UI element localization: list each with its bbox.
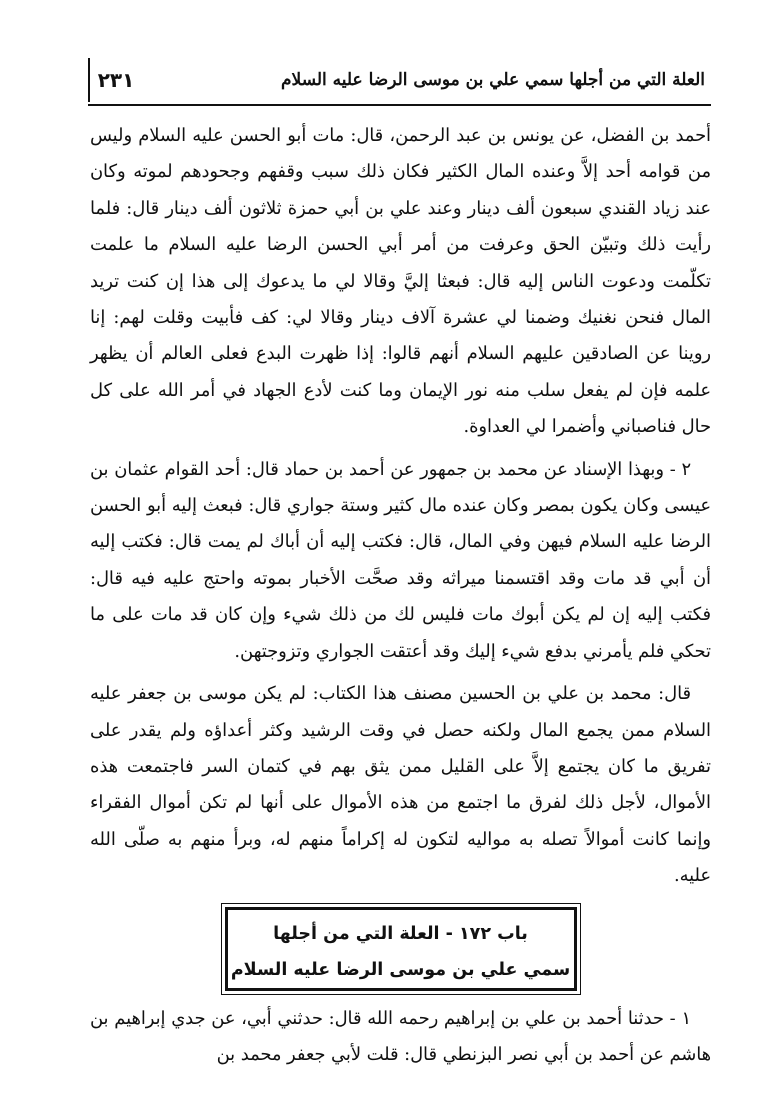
paragraph: ١ - حدثنا أحمد بن علي بن إبراهيم رحمه الله قال: حدثني أبي، عن جدي إبراهيم بن هاشم عن أحمد بن أبي نصر البزنطي قال: قلت لأبي جعفر محمد بن <box>90 1007 711 1065</box>
page-body <box>90 118 711 1079</box>
chapter-heading-box <box>225 907 577 991</box>
chapter-heading-line-1: باب ١٧٢ - العلة التي من أجلها <box>273 923 528 944</box>
running-header-title: العلة التي من أجلها سمي علي بن موسى الرضا عليه السلام <box>281 70 705 90</box>
paragraph: ٢ - وبهذا الإسناد عن محمد بن جمهور عن أحمد بن حماد قال: أحد القوام عثمان بن عيسى وكان يكون بمصر وكان عنده مال كثير وستة جواري قال: فبعث إليه أبو الحسن الرضا عليه السلام فيهن وفي المال، قال: فكتب إليه أن أباك لم يمت قال: فكتب إليه أن أبي قد مات وقد اقتسمنا ميراثه وقد صحَّت الأخبار بموته واحتج عليه فيه قال: فكتب إليه إن لم يكن أبوك مات فليس لك من ذلك شيء وإن كان قد مات على ما تحكي فلم يأمرني بدفع شيء إليك وقد أعتقت الجواري وتزوجتهن. <box>90 458 711 662</box>
paragraph: قال: محمد بن علي بن الحسين مصنف هذا الكتاب: لم يكن موسى بن جعفر عليه السلام ممن يجمع المال ولكنه حصل في وقت الرشيد وكثر أعداؤه ولم يقدر على تفريق ما كان يجتمع إلاَّ على القليل ممن يثق بهم في كتمان السر فاجتمعت هذه الأموال، لأجل ذلك لفرق ما اجتمع من هذه الأموال على أنها لم تكن أموال الفقراء وإنما كانت أموالاً تصله به مواليه لتكون له إكراماً منهم له، وبرأ منهم به صلّى الله عليه. <box>90 683 711 887</box>
page-number: ٢٣١ <box>88 58 142 102</box>
paragraph: أحمد بن الفضل، عن يونس بن عبد الرحمن، قال: مات أبو الحسن عليه السلام وليس من قوامه أحد إلاَّ وعنده المال الكثير فكان ذلك سبب وقفهم وجحودهم لموته وكان عند زياد القندي سبعون ألف دينار وعند علي بن أبي حمزة ثلاثون ألف دينار قال: فلما رأيت ذلك وتبيّن الحق وعرفت من أمر أبي الحسن الرضا عليه السلام ما علمت تكلّمت ودعوت الناس إليه قال: فبعثا إليَّ وقالا لي ما يدعوك إلى هذا إن كنت تريد المال فنحن نغنيك وضمنا لي عشرة آلاف دينار وقالا لي: كف فأبيت وقلت لهم: إنا روينا عن الصادقين عليهم السلام أنهم قالوا: إذا ظهرت البدع فعلى العالم أن يظهر علمه فإن لم يفعل سلب منه نور الإيمان وما كنت لأدع الجهاد في أمر الله على كل حال فناصباني وأضمرا لي العداوة. <box>90 125 711 438</box>
chapter-heading-line-2: سمي علي بن موسى الرضا عليه السلام <box>230 959 571 980</box>
running-header <box>88 58 711 102</box>
header-divider <box>88 104 711 106</box>
